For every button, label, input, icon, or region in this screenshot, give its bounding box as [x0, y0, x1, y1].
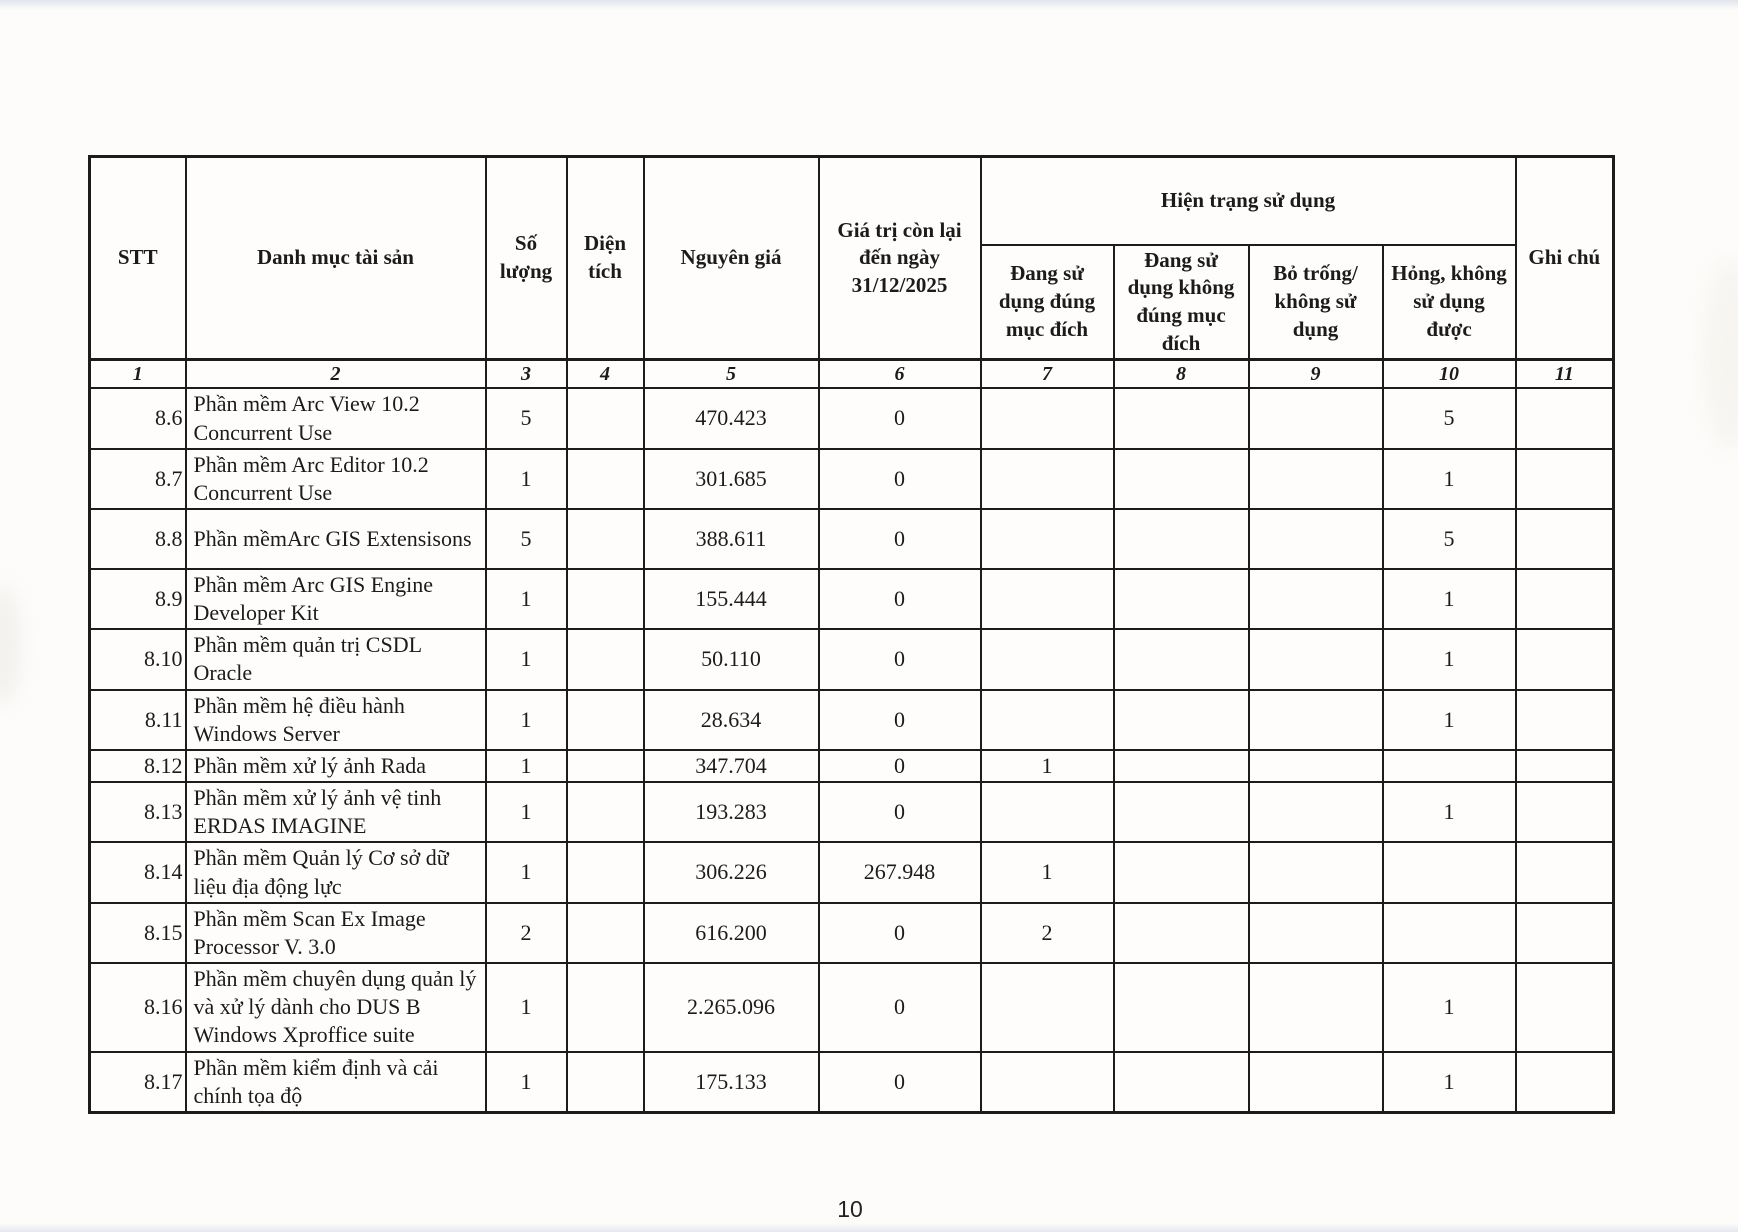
broken-cell: 5 [1383, 388, 1516, 448]
asset-name-cell: Phần mềm Arc Editor 10.2 Concurrent Use [186, 449, 486, 509]
stt-cell: 8.15 [90, 903, 186, 963]
vacant-cell [1249, 750, 1383, 782]
original-cost-cell: 155.444 [644, 569, 819, 629]
remaining-value-cell: 0 [819, 690, 981, 750]
table-row [90, 388, 1614, 448]
quantity-cell: 1 [486, 842, 567, 902]
header-original-cost: Nguyên giá [644, 157, 819, 360]
asset-name-cell: Phần mềm Arc GIS Engine Developer Kit [186, 569, 486, 629]
column-number: 1 [90, 360, 186, 389]
area-cell [567, 750, 644, 782]
area-cell [567, 1052, 644, 1113]
header-stt: STT [90, 157, 186, 360]
broken-cell: 1 [1383, 782, 1516, 842]
table-row [90, 903, 1614, 963]
broken-cell: 1 [1383, 1052, 1516, 1113]
asset-name-cell: Phần mềm kiểm định và cải chính tọa độ [186, 1052, 486, 1113]
stt-cell: 8.11 [90, 690, 186, 750]
asset-inventory-table [88, 155, 1615, 1114]
in-use-wrong-purpose-cell [1114, 449, 1249, 509]
original-cost-cell: 2.265.096 [644, 963, 819, 1051]
in-use-right-purpose-cell [981, 1052, 1114, 1113]
vacant-cell [1249, 842, 1383, 902]
vacant-cell [1249, 509, 1383, 569]
remaining-value-cell: 0 [819, 903, 981, 963]
area-cell [567, 449, 644, 509]
remaining-value-cell: 0 [819, 1052, 981, 1113]
column-number-row [90, 360, 1614, 389]
column-number: 5 [644, 360, 819, 389]
stt-cell: 8.10 [90, 629, 186, 689]
in-use-right-purpose-cell [981, 449, 1114, 509]
stt-cell: 8.9 [90, 569, 186, 629]
note-cell [1516, 750, 1614, 782]
stt-cell: 8.14 [90, 842, 186, 902]
header-quantity: Số lượng [486, 157, 567, 360]
in-use-wrong-purpose-cell [1114, 509, 1249, 569]
table-row [90, 782, 1614, 842]
in-use-wrong-purpose-cell [1114, 782, 1249, 842]
quantity-cell: 1 [486, 963, 567, 1051]
area-cell [567, 903, 644, 963]
asset-name-cell: Phần mềm chuyên dụng quản lý và xử lý dành cho DUS B Windows Xproffice suite [186, 963, 486, 1051]
note-cell [1516, 629, 1614, 689]
table-row [90, 509, 1614, 569]
table-row [90, 629, 1614, 689]
vacant-cell [1249, 782, 1383, 842]
note-cell [1516, 782, 1614, 842]
vacant-cell [1249, 963, 1383, 1051]
in-use-right-purpose-cell: 1 [981, 842, 1114, 902]
quantity-cell: 1 [486, 750, 567, 782]
asset-name-cell: Phần mềm quản trị CSDL Oracle [186, 629, 486, 689]
in-use-wrong-purpose-cell [1114, 842, 1249, 902]
broken-cell: 1 [1383, 569, 1516, 629]
note-cell [1516, 690, 1614, 750]
vacant-cell [1249, 690, 1383, 750]
area-cell [567, 842, 644, 902]
in-use-wrong-purpose-cell [1114, 1052, 1249, 1113]
asset-name-cell: Phần mềm hệ điều hành Windows Server [186, 690, 486, 750]
column-number: 7 [981, 360, 1114, 389]
header-usage-status-group: Hiện trạng sử dụng [981, 157, 1516, 245]
in-use-right-purpose-cell [981, 629, 1114, 689]
table-row [90, 963, 1614, 1051]
remaining-value-cell: 0 [819, 750, 981, 782]
scan-artifact-top-edge [0, 0, 1738, 10]
asset-name-cell: Phần mềm xử lý ảnh vệ tinh ERDAS IMAGINE [186, 782, 486, 842]
broken-cell [1383, 903, 1516, 963]
area-cell [567, 629, 644, 689]
area-cell [567, 690, 644, 750]
original-cost-cell: 470.423 [644, 388, 819, 448]
asset-name-cell: Phần mềmArc GIS Extensisons [186, 509, 486, 569]
asset-name-cell: Phần mềm Arc View 10.2 Concurrent Use [186, 388, 486, 448]
original-cost-cell: 616.200 [644, 903, 819, 963]
in-use-right-purpose-cell [981, 782, 1114, 842]
broken-cell [1383, 750, 1516, 782]
header-asset-category: Danh mục tài sản [186, 157, 486, 360]
in-use-wrong-purpose-cell [1114, 690, 1249, 750]
remaining-value-cell: 267.948 [819, 842, 981, 902]
scan-artifact-smudge [1703, 260, 1738, 450]
note-cell [1516, 509, 1614, 569]
asset-name-cell: Phần mềm xử lý ảnh Rada [186, 750, 486, 782]
stt-cell: 8.6 [90, 388, 186, 448]
in-use-wrong-purpose-cell [1114, 388, 1249, 448]
vacant-cell [1249, 449, 1383, 509]
original-cost-cell: 301.685 [644, 449, 819, 509]
column-number: 10 [1383, 360, 1516, 389]
note-cell [1516, 903, 1614, 963]
quantity-cell: 5 [486, 509, 567, 569]
original-cost-cell: 50.110 [644, 629, 819, 689]
stt-cell: 8.17 [90, 1052, 186, 1113]
area-cell [567, 569, 644, 629]
note-cell [1516, 569, 1614, 629]
in-use-right-purpose-cell [981, 388, 1114, 448]
broken-cell: 1 [1383, 963, 1516, 1051]
note-cell [1516, 963, 1614, 1051]
stt-cell: 8.7 [90, 449, 186, 509]
remaining-value-cell: 0 [819, 569, 981, 629]
quantity-cell: 1 [486, 690, 567, 750]
column-number: 9 [1249, 360, 1383, 389]
vacant-cell [1249, 629, 1383, 689]
vacant-cell [1249, 1052, 1383, 1113]
column-number: 11 [1516, 360, 1614, 389]
table-row [90, 1052, 1614, 1113]
note-cell [1516, 1052, 1614, 1113]
header-row-top [90, 157, 1614, 245]
area-cell [567, 782, 644, 842]
table-row [90, 569, 1614, 629]
original-cost-cell: 193.283 [644, 782, 819, 842]
header-broken-unusable: Hỏng, không sử dụng được [1383, 245, 1516, 360]
remaining-value-cell: 0 [819, 449, 981, 509]
in-use-right-purpose-cell [981, 569, 1114, 629]
scan-artifact-smudge [0, 585, 22, 705]
in-use-wrong-purpose-cell [1114, 750, 1249, 782]
original-cost-cell: 28.634 [644, 690, 819, 750]
header-vacant-unused: Bỏ trống/ không sử dụng [1249, 245, 1383, 360]
original-cost-cell: 388.611 [644, 509, 819, 569]
table-row [90, 690, 1614, 750]
column-number: 6 [819, 360, 981, 389]
in-use-wrong-purpose-cell [1114, 569, 1249, 629]
quantity-cell: 1 [486, 1052, 567, 1113]
vacant-cell [1249, 388, 1383, 448]
note-cell [1516, 449, 1614, 509]
vacant-cell [1249, 903, 1383, 963]
stt-cell: 8.12 [90, 750, 186, 782]
quantity-cell: 2 [486, 903, 567, 963]
vacant-cell [1249, 569, 1383, 629]
remaining-value-cell: 0 [819, 629, 981, 689]
in-use-wrong-purpose-cell [1114, 903, 1249, 963]
header-usage-right-purpose: Đang sử dụng đúng mục đích [981, 245, 1114, 360]
column-number: 2 [186, 360, 486, 389]
original-cost-cell: 347.704 [644, 750, 819, 782]
stt-cell: 8.8 [90, 509, 186, 569]
header-usage-wrong-purpose: Đang sử dụng không đúng mục đích [1114, 245, 1249, 360]
in-use-right-purpose-cell [981, 690, 1114, 750]
quantity-cell: 1 [486, 782, 567, 842]
remaining-value-cell: 0 [819, 782, 981, 842]
table-row [90, 842, 1614, 902]
note-cell [1516, 388, 1614, 448]
broken-cell: 1 [1383, 629, 1516, 689]
stt-cell: 8.16 [90, 963, 186, 1051]
broken-cell: 1 [1383, 449, 1516, 509]
in-use-right-purpose-cell: 2 [981, 903, 1114, 963]
quantity-cell: 1 [486, 449, 567, 509]
asset-name-cell: Phần mềm Scan Ex Image Processor V. 3.0 [186, 903, 486, 963]
table-row [90, 449, 1614, 509]
area-cell [567, 388, 644, 448]
header-remaining-value: Giá trị còn lại đến ngày 31/12/2025 [819, 157, 981, 360]
remaining-value-cell: 0 [819, 963, 981, 1051]
column-number: 4 [567, 360, 644, 389]
quantity-cell: 1 [486, 629, 567, 689]
broken-cell [1383, 842, 1516, 902]
asset-name-cell: Phần mềm Quản lý Cơ sở dữ liệu địa động lực [186, 842, 486, 902]
header-notes: Ghi chú [1516, 157, 1614, 360]
quantity-cell: 1 [486, 569, 567, 629]
in-use-wrong-purpose-cell [1114, 629, 1249, 689]
area-cell [567, 963, 644, 1051]
original-cost-cell: 175.133 [644, 1052, 819, 1113]
area-cell [567, 509, 644, 569]
in-use-right-purpose-cell [981, 963, 1114, 1051]
quantity-cell: 5 [486, 388, 567, 448]
column-number: 8 [1114, 360, 1249, 389]
original-cost-cell: 306.226 [644, 842, 819, 902]
table-row [90, 750, 1614, 782]
in-use-wrong-purpose-cell [1114, 963, 1249, 1051]
remaining-value-cell: 0 [819, 388, 981, 448]
stt-cell: 8.13 [90, 782, 186, 842]
broken-cell: 1 [1383, 690, 1516, 750]
page-number: 10 [837, 1196, 863, 1222]
scan-artifact-bottom-edge [0, 1223, 1738, 1232]
in-use-right-purpose-cell: 1 [981, 750, 1114, 782]
column-number: 3 [486, 360, 567, 389]
remaining-value-cell: 0 [819, 509, 981, 569]
in-use-right-purpose-cell [981, 509, 1114, 569]
broken-cell: 5 [1383, 509, 1516, 569]
header-area: Diện tích [567, 157, 644, 360]
note-cell [1516, 842, 1614, 902]
